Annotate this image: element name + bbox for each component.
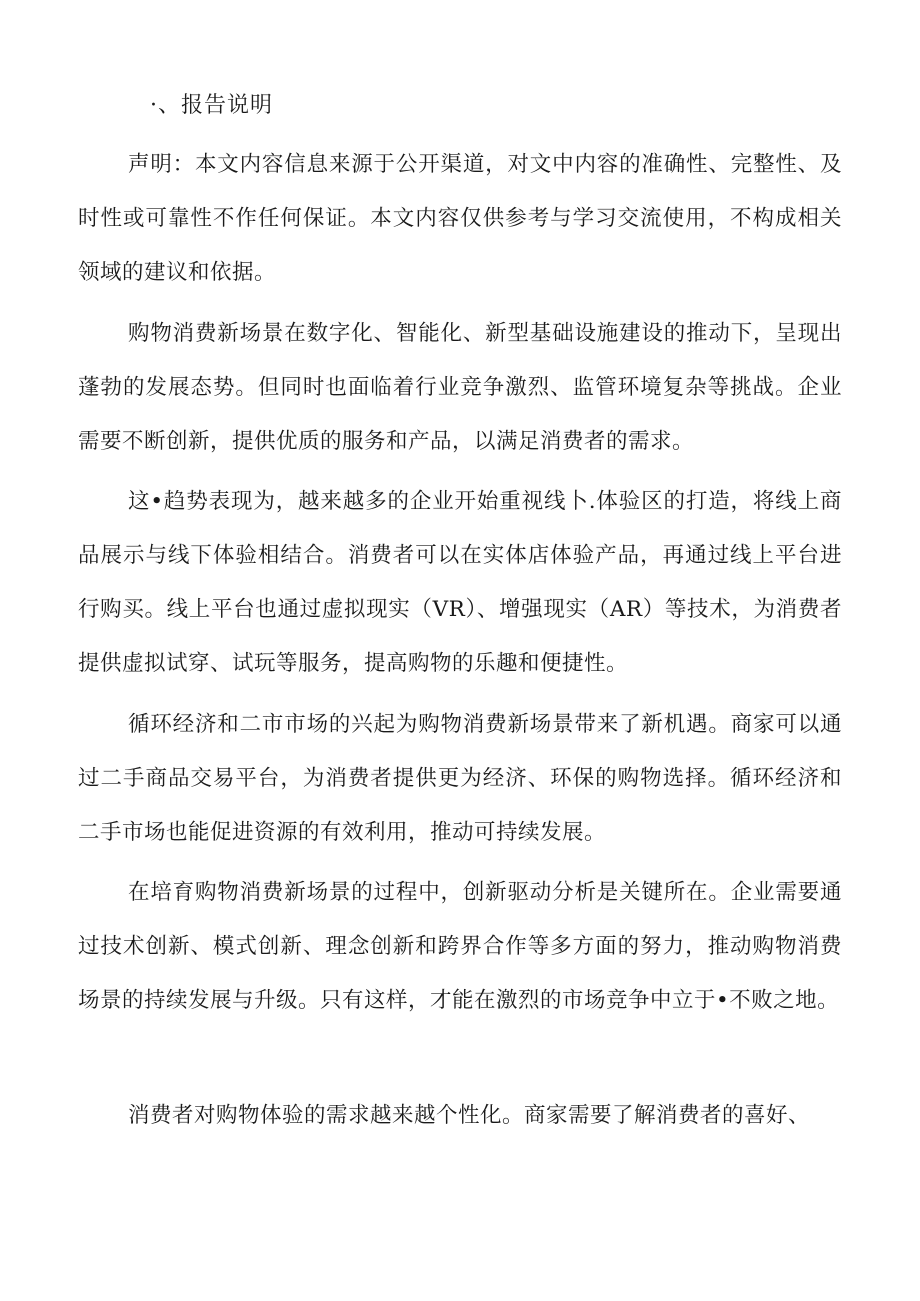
body-paragraph: 购物消费新场景在数字化、智能化、新型基础设施建设的推动下，呈现出蓬勃的发展态势。但同时也面临着行业竞争激烈、监管环境复杂等挑战。企业需要不断创新，提供优质的服务和产品，以满足消费者的需求。	[78, 321, 842, 454]
body-paragraph: 在培育购物消费新场景的过程中，创新驱动分析是关键所在。企业需要通过技术创新、模式创新、理念创新和跨界合作等多方面的努力，推动购物消费场景的持续发展与升级。只有这样，才能在激烈的市场竞争中立于•不败之地。	[78, 880, 842, 1013]
disclaimer-paragraph: 声明：本文内容信息来源于公开渠道，对文中内容的准确性、完整性、及时性或可靠性不作任何保证。本文内容仅供参考与学习交流使用，不构成相关领域的建议和依据。	[78, 152, 842, 285]
body-paragraph: 循环经济和二市市场的兴起为购物消费新场景带来了新机遇。商家可以通过二手商品交易平台，为消费者提供更为经济、环保的购物选择。循环经济和二手市场也能促进资源的有效利用，推动可持续发展。	[78, 712, 842, 845]
section-heading: ·、报告说明	[150, 93, 273, 118]
body-paragraph: 消费者对购物体验的需求越来越个性化。商家需要了解消费者的喜好、	[128, 1103, 811, 1128]
body-paragraph: 这•趋势表现为，越来越多的企业开始重视线卜.体验区的打造，将线上商品展示与线下体验相结合。消费者可以在实体店体验产品，再通过线上平台进行购买。线上平台也通过虚拟现实（VR）、增强现实（AR）等技术，为消费者提供虚拟试穿、试玩等服务，提高购物的乐趣和便捷性。	[78, 489, 842, 676]
